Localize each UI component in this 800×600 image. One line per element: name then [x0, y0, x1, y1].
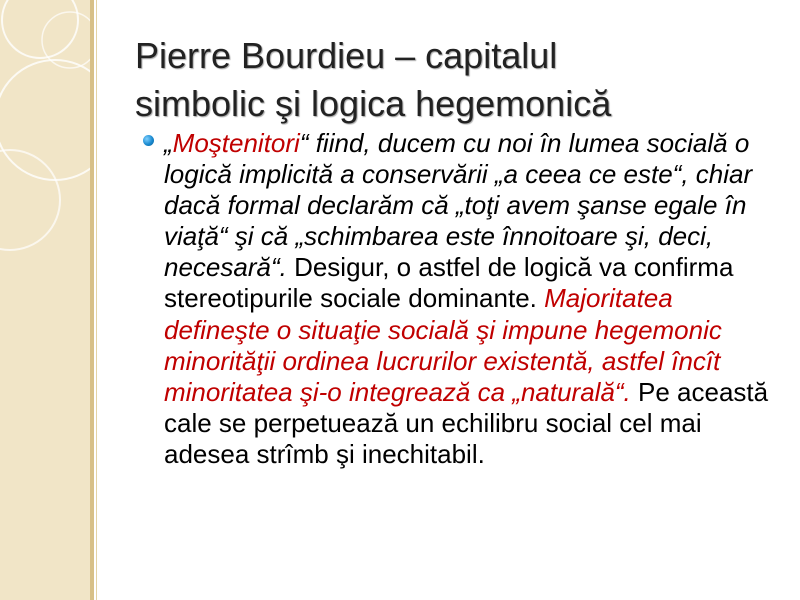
slide-title-line-2: simbolic şi logica hegemonică — [135, 83, 612, 124]
side-divider — [90, 0, 94, 600]
decorative-circles — [0, 0, 90, 600]
slide-title — [135, 32, 775, 128]
plain-statement-1: Desigur, o astfel de logică va confirma stereotipurile sociale dominante. — [164, 252, 734, 314]
circle-bullet-icon — [143, 135, 154, 146]
plain-statement-2: Pe această cale se perpetuează un echilibru social cel mai adesea strîmb şi inechitabil. — [164, 376, 769, 469]
slide-title-line-1: Pierre Bourdieu – capitalul — [135, 35, 558, 76]
bullet-paragraph — [164, 128, 774, 470]
red-emphasis-statement: Majoritatea defineşte o situaţie socială şi impune hegemonic minorităţii ordinea lucrurilor existentă, astfel încît minoritatea şi-o integrează ca „naturală“. — [164, 283, 722, 407]
side-divider-thin — [96, 0, 97, 600]
decorative-side-band — [0, 0, 90, 600]
open-quote: „ — [164, 128, 173, 158]
italic-statement: “ fiind, ducem cu noi în lumea socială o logică implicită a conservării „a ceea ce este“, chiar dacă formal declarăm că „toţi avem şanse egale în viaţă“ şi că „schimbarea este înnoitoare şi, deci, necesară“. — [164, 128, 753, 283]
term-mostenitori: Moştenitori — [172, 128, 300, 158]
